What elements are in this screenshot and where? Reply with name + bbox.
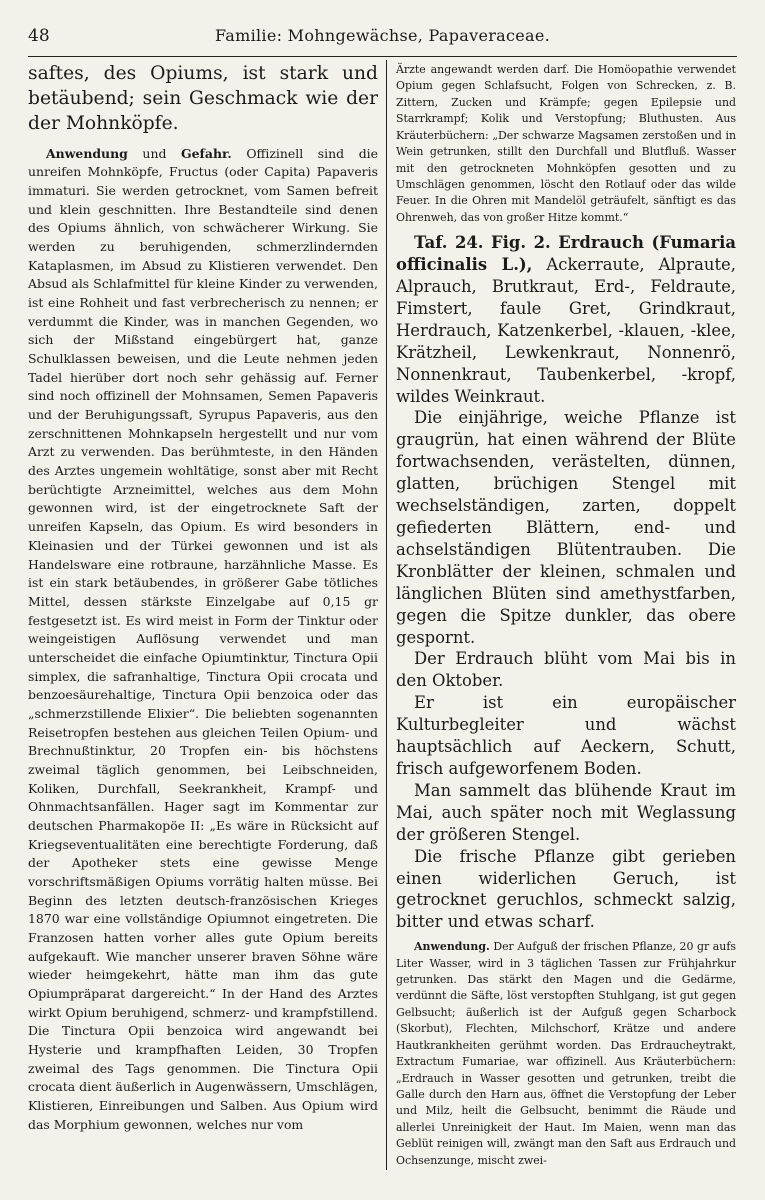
description-paragraph: Die einjährige, weiche Pflanze ist graugrün, hat einen während der Blüte fortwachsenden, verästelten, dünnen, glatten, brüchigen Stengel mit wechselständigen, zarten, doppelt gefiederten Blättern, end- und achselständigen Blütentrauben. Die Kronblätter der kleinen, schmalen und länglichen Blüten sind amethystfarben, gegen die Spitze dunkler, das obere gespornt.: [396, 408, 736, 647]
right-usage-label: Anwendung.: [414, 940, 490, 954]
right-usage-body: Der Aufguß der frischen Pflanze, 20 gr aufs Liter Wasser, wird in 3 täglichen Tassen zur Frühjahrkur getrunken. Das stärkt den Magen und die Gedärme, verdünnt die Säfte, löst verstopften Stuhlgang, ist gut gegen Gelbsucht; äußerlich ist der Aufguß gegen Scharbock (Skorbut), Flechten, Milchschorf, Krätze und andere Hautkrankheiten gerühmt worden. Das Erdraucheytrakt, Extractum Fumariae, war offizinell. Aus Kräuterbüchern: „Erdrauch in Wasser gesotten und getrunken, treibt die Galle durch den Harn aus, öffnet die Verstopfung der Leber und Milz, heilt die Gelbsucht, benimmt die Räude und allerlei Unreinigkeit der Haut. Im Maien, wenn man das Geblüt reinigen will, zwängt man den Saft aus Erdrauch und Ochsenzunge, mischt zwei-: [396, 940, 736, 1167]
left-body: Offizinell sind die unreifen Mohnköpfe, Fructus (oder Capita) Papaveris immaturi. Sie werden getrocknet, vom Samen befreit und klein geschnitten. Ihre Bestandteile sind denen des Opiums ähnlich, von schwächerer Wirkung. Sie werden zu beruhigenden, schmerzlindernden Kataplasmen, im Absud zu Klistieren verwendet. Den Absud als Schlafmittel für kleine Kinder zu verwenden, ist eine Rohheit und fast verbrecherisch zu nennen; er verdummt die Kinder, was in manchen Gegenden, wo sich der Mißstand eingebürgert hat, ganze Schulklassen beweisen, und die Leute nehmen jeden Tadel hierüber dort noch sehr gehässig auf. Ferner sind noch offizinell der Mohnsamen, Semen Papaveris und der Beruhigungssaft, Syrupus Papaveris, aus den zerschnittenen Mohnkapseln hergestellt und nur vom Arzt zu verwenden. Das berühmteste, in den Händen des Arztes ungemein wohltätige, sonst aber mit Recht berüchtigte Arzneimittel, welches aus dem Mohn gewonnen wird, ist der eingetrocknete Saft der unreifen Kapseln, das Opium. Es wird besonders in Kleinasien und der Türkei gewonnen und ist als Handelsware eine rotbraune, harzähnliche Masse. Es ist ein stark betäubendes, in größerer Gabe tötliches Mittel, dessen stärkste Einzelgabe auf 0,15 gr festgesetzt ist. Es wird meist in Form der Tinktur oder weingeistigen Auflösung verwendet und man unterscheidet die einfache Opiumtinktur, Tinctura Opii simplex, die safranhaltige, Tinctura Opii crocata und benzoesäurehaltige, Tinctura Opii benzoica oder das „schmerzstillende Elixier“. Die beliebten sogenannten Reisetropfen bestehen aus gleichen Teilen Opium- und Brechnußtinktur, 20 Tropfen ein- bis höchstens zweimal täglich genommen, bei Leibschneiden, Koliken, Durchfall, Seekrankheit, Krampf- und Ohnmachtsanfällen. Hager sagt im Kommentar zur deutschen Pharmakopöe II: „Es wäre in Rücksicht auf Kriegseventualitäten eine berechtigte Forderung, daß der Apotheker stets eine gewisse Menge vorschriftsmäßigen Opiums vorrätig halten müsse. Bei Beginn des letzten deutsch-französischen Krieges 1870 war eine vollständige Opiumnot eingetreten. Die Franzosen hatten vorher alles gute Opium bereits aufgekauft. Wie mancher unserer braven Söhne wäre wieder heimgekehrt, hätte man ihm das gute Opiumpräparat dargereicht.“ In der Hand des Arztes wirkt Opium beruhigend, schmerz- und krampfstillend. Die Tinctura Opii benzoica wird angewandt bei Hysterie und krampfhaften Leiden, 30 Tropfen zweimal des Tags genommen. Die Tinctura Opii crocata dient äußerlich in Augenwässern, Umschlägen, Klistieren, Einreibungen und Salben. Aus Opium wird das Morphium gewonnen, welches nur vom: [28, 145, 378, 1132]
running-title: Familie: Mohngewächse, Papaveraceae.: [214, 26, 551, 45]
left-column: [28, 62, 378, 1134]
right-usage-paragraph: [396, 939, 736, 1169]
left-usage-paragraph: Anwendung und Gefahr. Offizinell sind die unreifen Mohnköpfe, Fructus (oder Capita) Papaveris immaturi. Sie werden getrocknet, vom Samen befreit und klein geschnitten. Ihre Bestandteile sind denen des Opiums ähnlich, von schwächerer Wirkung. Sie werden zu beruhigenden, schmerzlindernden Kataplasmen, im Absud zu Klistieren verwendet. Den Absud als Schlafmittel für kleine Kinder zu verwenden, ist eine Rohheit und fast verbrecherisch zu nennen; er verdummt die Kinder, was in manchen Gegenden, wo sich der Mißstand eingebürgert hat, ganze Schulklassen beweisen, und die Leute nehmen jeden Tadel hierüber dort noch sehr gehässig auf. Ferner sind noch offizinell der Mohnsamen, Semen Papaveris und der Beruhigungssaft, Syrupus Papaveris, aus den zerschnittenen Mohnkapseln hergestellt und nur vom Arzt zu verwenden. Das berühmteste, in den Händen des Arztes ungemein wohltätige, sonst aber mit Recht berüchtigte Arzneimittel, welches aus dem Mohn gewonnen wird, ist der eingetrocknete Saft der unreifen Kapseln, das Opium. Es wird besonders in Kleinasien und der Türkei gewonnen und ist als Handelsware eine rotbraune, harzähnliche Masse. Es ist ein stark betäubendes, in größerer Gabe tötliches Mittel, dessen stärkste Einzelgabe auf 0,15 gr festgesetzt ist. Es wird meist in Form der Tinktur oder weingeistigen Auflösung verwendet und man unterscheidet die einfache Opiumtinktur, Tinctura Opii simplex, die safranhaltige, Tinctura Opii crocata und benzoesäurehaltige, Tinctura Opii benzoica oder das „schmerzstillende Elixier“. Die beliebten sogenannten Reisetropfen bestehen aus gleichen Teilen Opium- und Brechnußtinktur, 20 Tropfen ein- bis höchstens zweimal täglich genommen, bei Leibschneiden, Koliken, Durchfall, Seekrankheit, Krampf- und Ohnmachtsanfällen. Hager sagt im Kommentar zur deutschen Pharmakopöe II: „Es wäre in Rücksicht auf Kriegseventualitäten eine berechtigte Forderung, daß der Apotheker stets eine gewisse Menge vorschriftsmäßigen Opiums vorrätig halten müsse. Bei Beginn des letzten deutsch-französischen Krieges 1870 war eine vollständige Opiumnot eingetreten. Die Franzosen hatten vorher alles gute Opium bereits aufgekauft. Wie mancher unserer braven Söhne wäre wieder heimgekehrt, hätte man ihm das gute Opiumpräparat dargereicht.“ In der Hand des Arztes wirkt Opium beruhigend, schmerz- und krampfstillend. Die Tinctura Opii benzoica wird angewandt bei Hysterie und krampfhaften Leiden, 30 Tropfen zweimal des Tags genommen. Die Tinctura Opii crocata dient äußerlich in Augenwässern, Umschlägen, Klistieren, Einreibungen und Salben. Aus Opium wird das Morphium gewonnen, welches nur vom: [28, 145, 378, 1132]
harvest-paragraph: Man sammelt das blühende Kraut im Mai, auch später noch mit Weglassung der größeren Stengel.: [396, 780, 736, 844]
page-header: [28, 26, 737, 50]
common-names: Ackerraute, Alpraute, Alprauch, Brutkraut, Erd-, Feldraute, Fimstert, faule Gret, Grindkraut, Herdrauch, Katzenkerbel, -klauen, -klee, Krätzheil, Lewkenkraut, Nonnenrö, Nonnenkraut, Taubenkerbel, -kropf, wildes Weinkraut.: [396, 255, 736, 406]
header-rule: [28, 56, 737, 57]
left-intro: saftes, des Opiums, ist stark und betäubend; sein Geschmack wie der der Mohnköpfe.: [28, 63, 378, 134]
usage-label: Anwendung: [46, 145, 128, 161]
right-paragraph-1: Ärzte angewandt werden darf. Die Homöopathie verwendet Opium gegen Schlafsucht, Folgen von Schrecken, z. B. Zittern, Zucken und Krämpfe; gegen Epilepsie und Starrkrampf; Kolik und Verstopfung; Bluthusten. Aus Kräuterbüchern: „Der schwarze Magsamen zerstoßen und in Wein getrunken, stillt den Durchfall und Blutfluß. Wasser mit den getrockneten Mohnköpfen gesotten und zu Umschlägen genommen, löscht den Rotlauf oder das wilde Feuer. In die Ohren mit Mandelöl geträufelt, sänftigt es das Ohrenweh, das von großer Hitze kommt.“: [396, 63, 736, 224]
plate-reference: Taf. 24. Fig. 2. Erdrauch (Fumaria officinalis L.),: [396, 233, 736, 275]
flowering-paragraph: Der Erdrauch blüht vom Mai bis in den Oktober.: [396, 649, 736, 691]
smell-paragraph: Die frische Pflanze gibt gerieben einen widerlichen Geruch, ist getrocknet geruchlos, schmeckt salzig, bitter und etwas scharf.: [396, 846, 736, 932]
right-column: [396, 62, 736, 1169]
column-divider: [386, 60, 387, 1170]
danger-label: Gefahr.: [181, 145, 232, 161]
fumaria-entry: [396, 232, 736, 407]
page-number: 48: [28, 26, 50, 46]
habitat-paragraph: Er ist ein europäischer Kulturbegleiter und wächst hauptsächlich auf Aeckern, Schutt, frisch aufgeworfenem Boden.: [396, 693, 736, 778]
